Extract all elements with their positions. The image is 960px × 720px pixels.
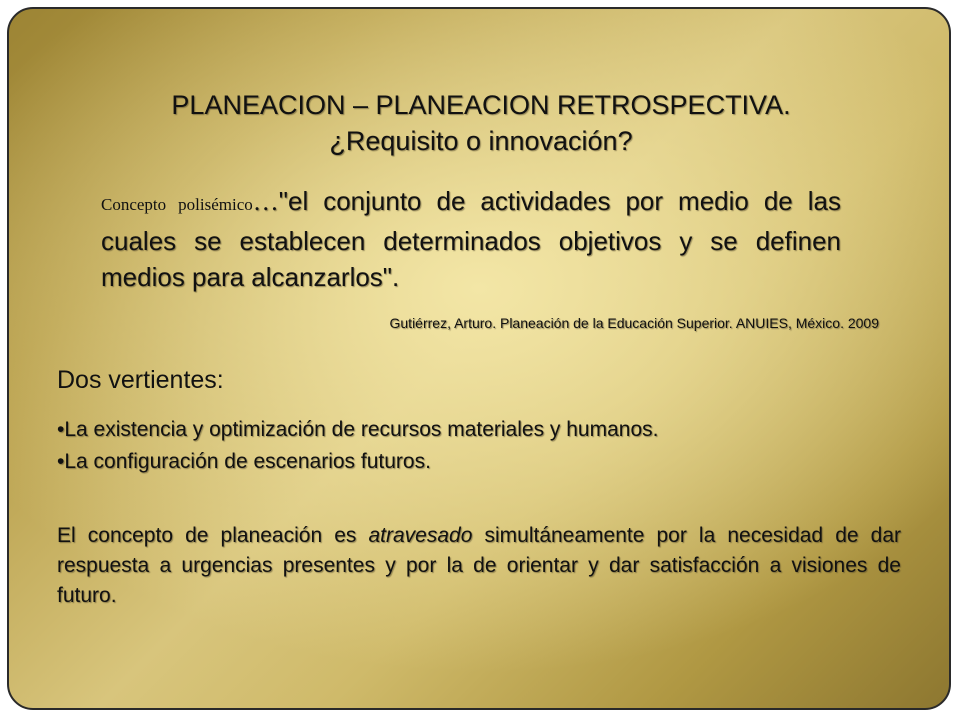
paragraph-text-end: simultáneamente por la necesidad de dar respuesta a urgencias presentes y por la de orientar y dar satisfacción a visiones de futuro. [57,524,901,607]
concept-definition [101,183,841,295]
slide-subtitle: ¿Requisito o innovación? [329,126,633,156]
paragraph-italic-word: atravesado [368,524,473,547]
paragraph-text-start: El concepto de planeación es [57,524,369,547]
slide [7,7,951,710]
list-item: •La existencia y optimización de recursos materiales y humanos. [57,418,659,441]
list-item: •La configuración de escenarios futuros. [57,450,431,473]
vertientes-list [57,414,907,478]
concept-ellipsis: … [252,187,279,216]
citation: Gutiérrez, Arturo. Planeación de la Educación Superior. ANUIES, México. 2009 [389,315,879,331]
closing-paragraph [57,521,901,611]
concept-quote: "el conjunto de actividades por medio de las cuales se establecen determinados objetivos y se definen medios para alcanzarlos". [101,186,841,292]
vertientes-heading: Dos vertientes: [57,366,224,394]
slide-title: PLANEACION – PLANEACION RETROSPECTIVA. [171,90,791,120]
concept-prefix: Concepto polisémico [101,195,253,214]
